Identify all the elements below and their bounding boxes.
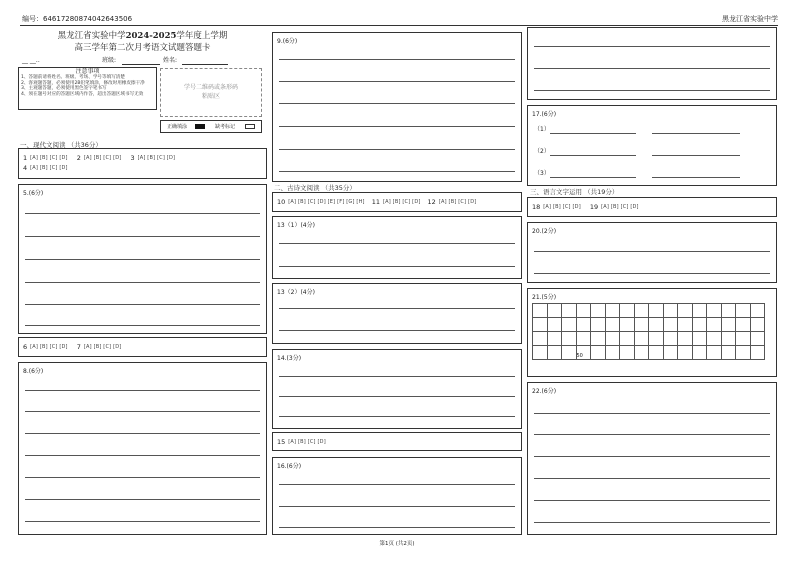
barcode-area bbox=[160, 68, 262, 117]
grid-cell[interactable] bbox=[678, 332, 693, 346]
grid-cell[interactable] bbox=[547, 346, 562, 360]
notice-box bbox=[18, 67, 157, 110]
answer-line bbox=[279, 171, 515, 172]
grid-cell[interactable] bbox=[576, 346, 591, 360]
barcode-label: 学号二维码或条形码 bbox=[183, 84, 238, 91]
grid-cell[interactable] bbox=[750, 332, 765, 346]
top-divider bbox=[20, 25, 778, 26]
grid-cell[interactable] bbox=[591, 332, 606, 346]
grid-cell[interactable] bbox=[605, 304, 620, 318]
grid-cell[interactable] bbox=[678, 304, 693, 318]
grid-cell[interactable] bbox=[591, 304, 606, 318]
exam-title-line1: 黑龙江省实验中学2024-2025学年度上学期 bbox=[57, 31, 228, 41]
answer-line bbox=[25, 282, 260, 283]
grid-cell[interactable] bbox=[620, 332, 635, 346]
grid-cell[interactable] bbox=[576, 318, 591, 332]
answer-box-q5[interactable] bbox=[18, 184, 267, 334]
mc-options-q1[interactable]: [A] [B] [C] [D] bbox=[30, 155, 68, 161]
question-label: 22.(6分) bbox=[532, 388, 557, 395]
question-number: 10 bbox=[277, 198, 286, 206]
answer-box-q13-1[interactable] bbox=[272, 216, 522, 279]
grid-cell[interactable] bbox=[692, 304, 707, 318]
legend-absent-label: 缺考标记 bbox=[215, 124, 236, 130]
grid-cell[interactable] bbox=[533, 318, 548, 332]
question-label: 21.(5分) bbox=[532, 294, 557, 301]
grid-cell[interactable] bbox=[620, 304, 635, 318]
grid-cell[interactable] bbox=[576, 304, 591, 318]
grid-cell[interactable] bbox=[634, 304, 649, 318]
section-3-title: 三、语言文字运用 （共19分） bbox=[530, 188, 619, 196]
question-number: 12 bbox=[427, 198, 436, 206]
answer-box-q8[interactable] bbox=[18, 362, 267, 535]
mc-options-q11[interactable]: [A] [B] [C] [D] bbox=[382, 199, 421, 205]
mc-options-q18[interactable]: [A] [B] [C] [D] bbox=[543, 204, 581, 210]
answer-line bbox=[25, 259, 260, 260]
notice-item: 1、答题前请将姓名、班级、考场、学号等填写清楚 bbox=[21, 75, 125, 80]
answer-line bbox=[279, 266, 515, 267]
answer-line bbox=[279, 149, 515, 150]
answer-line bbox=[534, 478, 770, 479]
grid-cell[interactable] bbox=[663, 332, 678, 346]
grid-cell[interactable] bbox=[736, 318, 751, 332]
grid-cell[interactable] bbox=[634, 346, 649, 360]
answer-line bbox=[279, 308, 515, 309]
grid-cell[interactable] bbox=[605, 318, 620, 332]
answer-line bbox=[25, 213, 260, 214]
section-1-title: 一、现代文阅读 （共36分） bbox=[20, 141, 102, 149]
answer-line bbox=[25, 499, 260, 500]
question-number: 11 bbox=[371, 198, 380, 206]
answer-box-q13-2[interactable] bbox=[272, 283, 522, 344]
answer-line bbox=[279, 416, 515, 417]
answer-line bbox=[25, 455, 260, 456]
answer-line bbox=[652, 177, 740, 178]
answer-line bbox=[279, 103, 515, 104]
answer-line bbox=[25, 390, 260, 391]
answer-line bbox=[25, 411, 260, 412]
grid-cell[interactable] bbox=[620, 346, 635, 360]
grid-cell[interactable] bbox=[649, 332, 664, 346]
grid-cell[interactable] bbox=[692, 346, 707, 360]
notice-item: 3、主观题答题，必须使用黑色签字笔书写 bbox=[21, 86, 107, 92]
grid-cell[interactable] bbox=[547, 318, 562, 332]
question-label: 16.(6分) bbox=[277, 463, 302, 470]
mc-options-q19[interactable]: [A] [B] [C] [D] bbox=[601, 204, 639, 210]
question-number: 2 bbox=[76, 154, 81, 162]
grid-cell[interactable] bbox=[707, 304, 722, 318]
question-label: 5.(6分) bbox=[23, 190, 44, 197]
writing-grid[interactable] bbox=[532, 303, 765, 360]
answer-line bbox=[652, 155, 740, 156]
name-field[interactable] bbox=[182, 64, 228, 65]
grid-cell[interactable] bbox=[721, 346, 736, 360]
grid-cell[interactable] bbox=[562, 332, 577, 346]
answer-line bbox=[534, 434, 770, 435]
absent-mark-box[interactable] bbox=[245, 124, 255, 129]
answer-line bbox=[279, 527, 515, 528]
grid-cell[interactable] bbox=[663, 346, 678, 360]
answer-box-q9[interactable] bbox=[272, 32, 522, 182]
question-label: 9.(6分) bbox=[277, 38, 298, 45]
sub-question-label: （2） bbox=[534, 148, 550, 155]
answer-line bbox=[534, 251, 770, 252]
answer-line bbox=[279, 506, 515, 507]
grid-cell[interactable] bbox=[591, 346, 606, 360]
answer-line bbox=[534, 90, 770, 91]
notice-item: 2、客观题答题，必须使用2B铅笔填涂，修改时用橡皮擦干净 bbox=[21, 80, 145, 86]
grid-cell[interactable] bbox=[678, 318, 693, 332]
grid-cell[interactable] bbox=[736, 346, 751, 360]
grid-cell[interactable] bbox=[721, 304, 736, 318]
answer-line bbox=[279, 396, 515, 397]
answer-line bbox=[25, 325, 260, 326]
answer-line bbox=[25, 433, 260, 434]
grid-cell[interactable] bbox=[547, 332, 562, 346]
answer-line bbox=[534, 68, 770, 69]
notice-heading: 注意事项 bbox=[75, 68, 100, 75]
question-number: 7 bbox=[76, 343, 81, 351]
answer-line bbox=[534, 522, 770, 523]
mc-options-q12[interactable]: [A] [B] [C] [D] bbox=[438, 199, 477, 205]
answer-line bbox=[279, 243, 515, 244]
answer-line bbox=[25, 304, 260, 305]
answer-line bbox=[550, 133, 636, 134]
mc-block-1-4 bbox=[18, 148, 267, 179]
mc-block-6-7 bbox=[18, 337, 267, 357]
grid-cell[interactable] bbox=[605, 332, 620, 346]
answer-line bbox=[279, 484, 515, 485]
question-number: 6 bbox=[23, 343, 28, 351]
answer-line bbox=[534, 456, 770, 457]
grid-cell[interactable] bbox=[634, 332, 649, 346]
grid-cell[interactable] bbox=[692, 318, 707, 332]
answer-box-q22[interactable] bbox=[527, 382, 777, 535]
mc-options-q6[interactable]: [A] [B] [C] [D] bbox=[30, 344, 68, 350]
question-number: 19 bbox=[589, 203, 599, 211]
answer-line bbox=[534, 273, 770, 274]
mc-block-15 bbox=[272, 432, 522, 451]
grid-cell[interactable] bbox=[562, 304, 577, 318]
filled-mark-icon bbox=[195, 124, 205, 129]
answer-box-q17[interactable] bbox=[527, 105, 777, 186]
answer-line bbox=[279, 81, 515, 82]
mc-block-18-19 bbox=[527, 197, 777, 217]
answer-line bbox=[25, 521, 260, 522]
name-label: 姓名: bbox=[163, 57, 178, 64]
question-label: 17.(6分) bbox=[532, 111, 557, 118]
mc-options-q3[interactable]: [A] [B] [C] [D] bbox=[137, 155, 176, 161]
answer-box-q14[interactable] bbox=[272, 349, 522, 429]
answer-line bbox=[25, 236, 260, 237]
grid-cell[interactable] bbox=[547, 304, 562, 318]
answer-line bbox=[279, 59, 515, 60]
grid-cell[interactable] bbox=[707, 346, 722, 360]
mc-options-q15[interactable]: [A] [B] [C] [D] bbox=[288, 439, 326, 445]
question-label: 8.(6分) bbox=[23, 368, 44, 375]
notice-item: 4、须在题号对应的答题区域内作答，超出答题区域书写无效 bbox=[21, 91, 144, 97]
grid-cell[interactable] bbox=[649, 346, 664, 360]
grid-cell[interactable] bbox=[750, 318, 765, 332]
grid-cell[interactable] bbox=[562, 318, 577, 332]
exam-title-line2: 高三学年第二次月考语文试题答题卡 bbox=[74, 43, 211, 53]
grid-cell[interactable] bbox=[721, 332, 736, 346]
grid-cell[interactable] bbox=[649, 318, 664, 332]
grid-cell[interactable] bbox=[750, 346, 765, 360]
grid-cell[interactable] bbox=[634, 318, 649, 332]
answer-line bbox=[279, 330, 515, 331]
mc-options-q4[interactable]: [A] [B] [C] [D] bbox=[30, 165, 68, 171]
info-dashes: __ __.. bbox=[22, 57, 40, 64]
barcode-label: 粘贴区 bbox=[201, 93, 220, 100]
question-number: 1 bbox=[23, 154, 28, 162]
mc-options-q10[interactable]: [A] [B] [C] [D] [E] [F] [G] [H] bbox=[288, 199, 365, 205]
grid-cell[interactable] bbox=[692, 332, 707, 346]
question-number: 4 bbox=[23, 164, 28, 172]
answer-line bbox=[534, 413, 770, 414]
sub-question-label: （3） bbox=[534, 170, 550, 177]
question-label: 13（1）(4分) bbox=[277, 222, 315, 229]
question-number: 18 bbox=[532, 203, 541, 211]
grid-cell[interactable] bbox=[533, 304, 548, 318]
section-2-title: 二、古诗文阅读 （共35分） bbox=[274, 184, 356, 192]
grid-cell[interactable] bbox=[576, 332, 591, 346]
answer-box-q20[interactable] bbox=[527, 222, 777, 283]
answer-line bbox=[279, 126, 515, 127]
grid-cell[interactable] bbox=[663, 304, 678, 318]
legend-correct-label: 正确填涂 bbox=[167, 124, 188, 130]
page-footer: 第1页 (共2页) bbox=[379, 541, 415, 547]
answer-line bbox=[550, 155, 636, 156]
grid-cell[interactable] bbox=[533, 332, 548, 346]
grid-cell[interactable] bbox=[605, 346, 620, 360]
grid-cell[interactable] bbox=[620, 318, 635, 332]
grid-cell[interactable] bbox=[736, 332, 751, 346]
sub-question-label: （1） bbox=[534, 126, 550, 133]
grid-cell[interactable] bbox=[736, 304, 751, 318]
question-number: 3 bbox=[130, 154, 135, 162]
serial-number: 编号：6461728087404264350​6 bbox=[22, 15, 133, 23]
grid-cell[interactable] bbox=[533, 346, 548, 360]
grid-cell[interactable] bbox=[750, 304, 765, 318]
grid-cell[interactable] bbox=[649, 304, 664, 318]
answer-line bbox=[652, 133, 740, 134]
grid-cell[interactable] bbox=[707, 332, 722, 346]
question-label: 13（2）(4分) bbox=[277, 289, 315, 296]
class-field[interactable] bbox=[122, 64, 160, 65]
class-label: 班级: bbox=[102, 57, 117, 64]
grid-cell[interactable] bbox=[707, 318, 722, 332]
grid-cell[interactable] bbox=[562, 346, 577, 360]
answer-box-q21[interactable] bbox=[527, 288, 777, 377]
question-label: 20.(2分) bbox=[532, 228, 557, 235]
grid-cell[interactable] bbox=[591, 318, 606, 332]
fill-legend bbox=[160, 120, 262, 133]
grid-cell[interactable] bbox=[678, 346, 693, 360]
answer-line bbox=[534, 46, 770, 47]
mc-block-10-12 bbox=[272, 192, 522, 212]
question-number: 15 bbox=[277, 438, 286, 446]
school-name-top: 黑龙江省实验中学 bbox=[722, 15, 778, 23]
notice-list bbox=[19, 75, 156, 97]
answer-box-q16[interactable] bbox=[272, 457, 522, 535]
answer-line bbox=[550, 177, 636, 178]
answer-box-continuation[interactable] bbox=[527, 27, 777, 100]
grid-cell[interactable] bbox=[721, 318, 736, 332]
question-label: 14.(3分) bbox=[277, 355, 302, 362]
answer-line bbox=[279, 376, 515, 377]
mc-options-q2[interactable]: [A] [B] [C] [D] bbox=[83, 155, 122, 161]
grid-cell[interactable] bbox=[663, 318, 678, 332]
answer-line bbox=[534, 500, 770, 501]
mc-options-q7[interactable]: [A] [B] [C] [D] bbox=[83, 344, 122, 350]
answer-line bbox=[25, 477, 260, 478]
character-count-marker: 50 bbox=[576, 353, 583, 359]
